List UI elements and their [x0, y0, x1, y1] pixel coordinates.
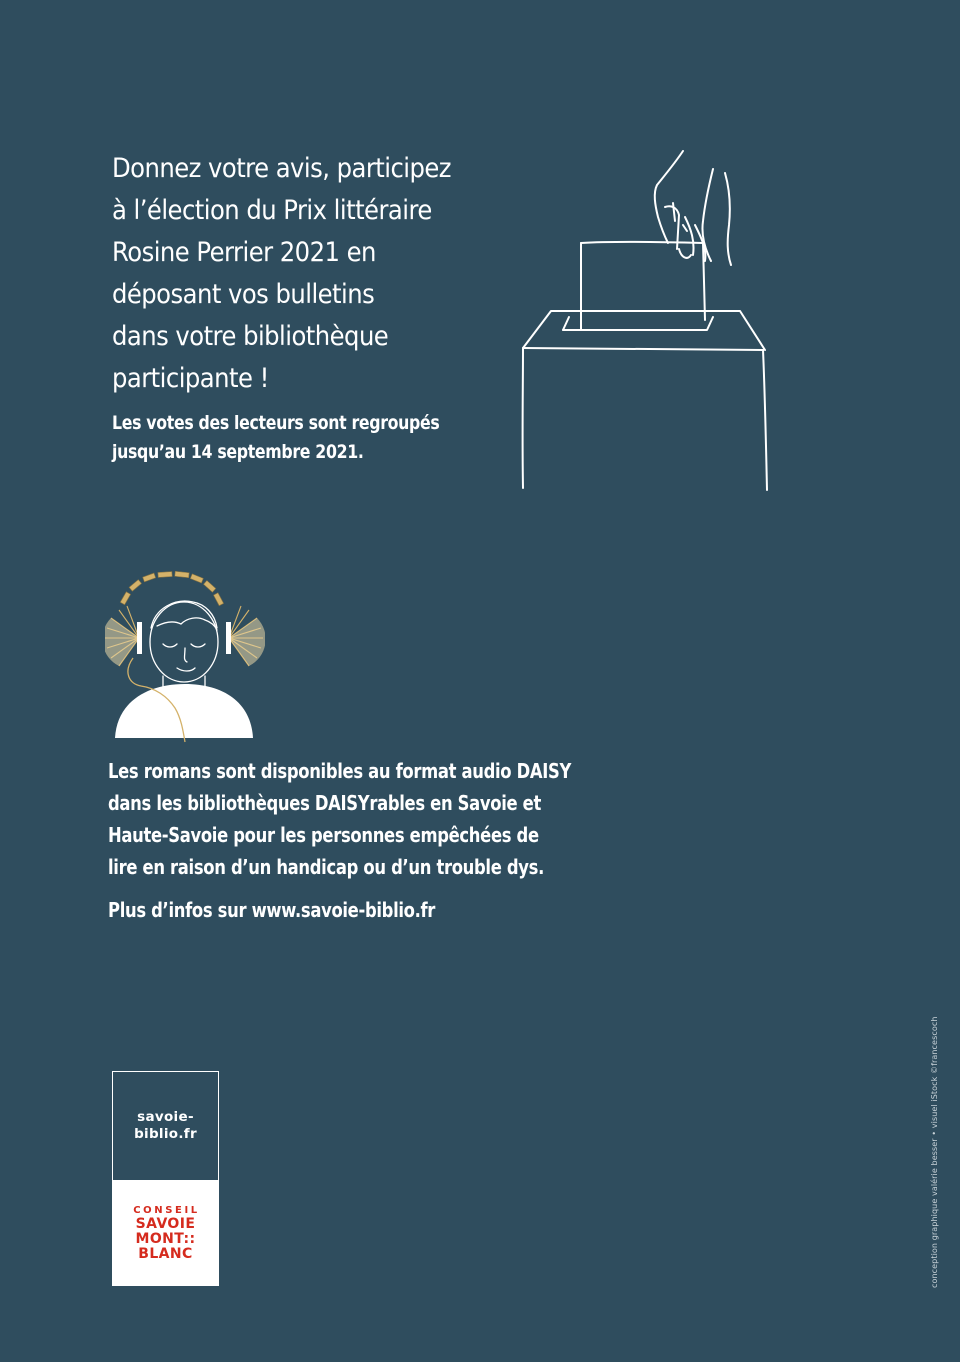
daisy-info	[108, 755, 571, 883]
design-credit: conception graphique valérie besser • visuel iStock ©francescoch	[930, 1016, 939, 1288]
votes-line: Les votes des lecteurs sont regroupés	[112, 412, 440, 434]
daisy-line: dans les bibliothèques DAISYrables en Savoie et	[108, 791, 541, 815]
more-info-link[interactable]: Plus d’infos sur www.savoie-biblio.fr	[108, 898, 436, 922]
savoie-biblio-logo[interactable]	[112, 1071, 219, 1286]
headphones-listener-icon	[105, 568, 265, 743]
intro-line: déposant vos bulletins	[112, 279, 375, 310]
ballot-box-icon	[515, 145, 775, 495]
intro-line: Rosine Perrier 2021 en	[112, 237, 376, 268]
savoie-biblio-wordmark	[113, 1072, 218, 1180]
votes-deadline	[112, 409, 439, 467]
intro-line: Donnez votre avis, participez	[112, 153, 452, 184]
intro-text	[112, 148, 454, 400]
intro-line: participante !	[112, 363, 269, 394]
votes-line: jusqu’au 14 septembre 2021.	[112, 441, 364, 463]
daisy-line: Les romans sont disponibles au format audio DAISY	[108, 759, 572, 783]
conseil-savoie-mont-blanc-logo	[113, 1180, 218, 1285]
logo-blanc: BLANC	[138, 1245, 193, 1262]
logo-conseil: CONSEIL	[133, 1204, 200, 1216]
logo-site-line2: biblio.fr	[134, 1126, 197, 1142]
logo-savoie: SAVOIE	[135, 1215, 196, 1232]
daisy-line: lire en raison d’un handicap ou d’un trouble dys.	[108, 855, 545, 879]
daisy-line: Haute-Savoie pour les personnes empêchées de	[108, 823, 539, 847]
logo-mont: MONT::	[135, 1230, 196, 1247]
logo-site-line1: savoie-	[137, 1109, 194, 1125]
intro-line: dans votre bibliothèque	[112, 321, 389, 352]
intro-line: à l’élection du Prix littéraire	[112, 195, 432, 226]
